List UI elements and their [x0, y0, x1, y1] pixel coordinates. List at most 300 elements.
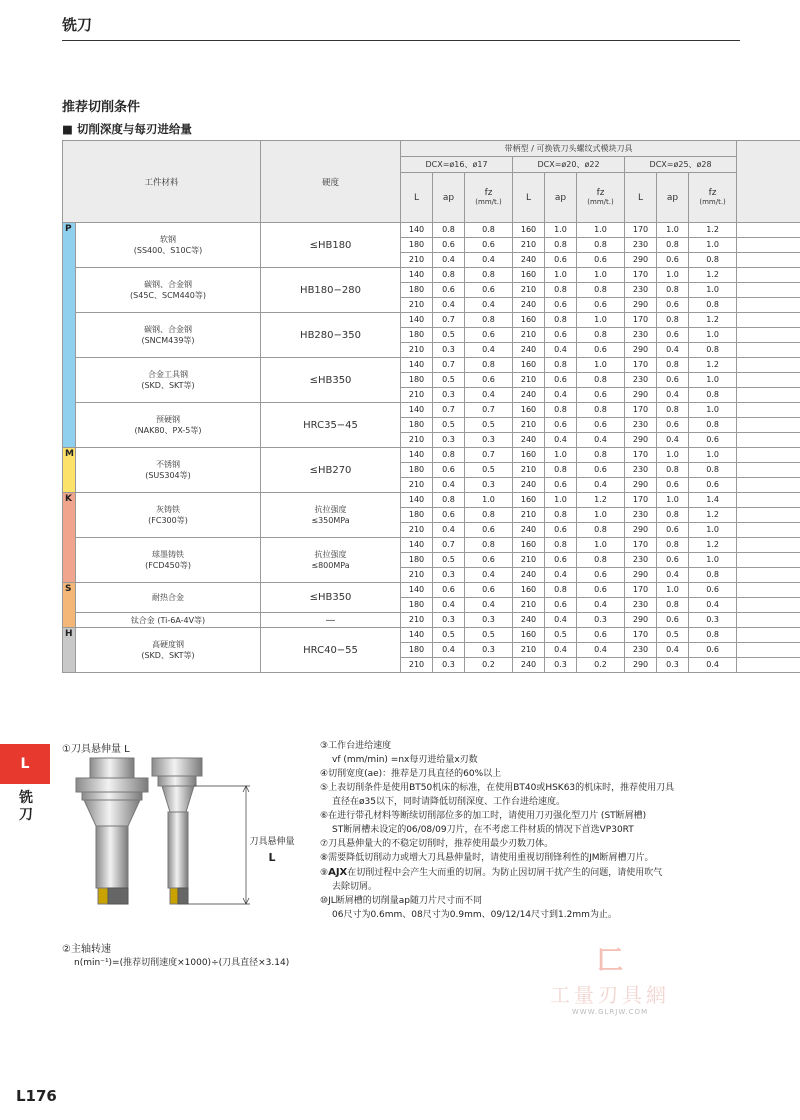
table-cell: 0.3	[433, 613, 465, 628]
table-cell: 210	[513, 553, 545, 568]
table-cell: 0.5	[465, 463, 513, 478]
table-cell: 170	[625, 223, 657, 238]
note-9-product: AJX	[328, 867, 348, 878]
right-insert	[170, 888, 178, 904]
left-holder-taper	[90, 758, 134, 778]
table-cell: 0.3	[577, 613, 625, 628]
table-cell-empty	[737, 388, 800, 403]
table-cell: 0.5	[657, 628, 689, 643]
table-cell: 230	[625, 553, 657, 568]
section-tab-L[interactable]: L	[0, 744, 50, 784]
table-cell: 0.6	[465, 328, 513, 343]
watermark-url: WWW.GLRJW.COM	[571, 1008, 649, 1016]
table-cell: 160	[513, 268, 545, 283]
note-9-line-2: 去除切屑。	[332, 882, 378, 892]
table-cell: 210	[401, 523, 433, 538]
table-cell: 1.0	[689, 283, 737, 298]
table-cell: 0.6	[545, 373, 577, 388]
material-cell	[76, 493, 261, 538]
right-holder-taper	[152, 758, 202, 776]
table-cell: 1.0	[577, 223, 625, 238]
table-cell: 0.7	[433, 313, 465, 328]
header-fz-label: fz	[708, 187, 717, 198]
table-cell: 0.4	[545, 568, 577, 583]
table-cell: 160	[513, 628, 545, 643]
table-cell: 0.8	[545, 463, 577, 478]
table-cell: 0.6	[657, 298, 689, 313]
table-cell: 1.2	[689, 268, 737, 283]
tool-overhang-illustration	[62, 756, 252, 916]
table-cell: 0.6	[577, 343, 625, 358]
table-cell: 0.8	[433, 268, 465, 283]
left-holder-collar	[82, 792, 142, 800]
table-cell-empty	[737, 613, 800, 628]
header-dcx-1: DCX=ø16、ø17	[401, 157, 513, 173]
header-material: 工件材料	[63, 141, 261, 223]
table-cell: 0.6	[657, 418, 689, 433]
material-cell	[76, 223, 261, 268]
table-cell: 0.4	[545, 643, 577, 658]
table-row	[63, 583, 800, 598]
note-3-formula: vf (mm/min) =nx每刃进给量x刃数	[332, 755, 478, 765]
material-cell	[76, 628, 261, 673]
table-cell: 170	[625, 628, 657, 643]
table-cell: 240	[513, 343, 545, 358]
table-cell: 210	[401, 343, 433, 358]
table-cell: 0.3	[465, 478, 513, 493]
table-cell: 1.0	[465, 493, 513, 508]
table-cell: 140	[401, 493, 433, 508]
material-name: 钛合金 (Ti-6A-4V等)	[130, 615, 206, 625]
table-cell: 140	[401, 268, 433, 283]
table-cell: 0.7	[433, 358, 465, 373]
table-cell: 0.6	[657, 523, 689, 538]
header-ap: ap	[657, 173, 689, 223]
table-cell: 0.8	[465, 268, 513, 283]
table-cell-empty	[737, 298, 800, 313]
table-cell: 1.0	[545, 448, 577, 463]
table-row	[63, 448, 800, 463]
page-header-title: 铣刀	[62, 16, 93, 34]
table-cell: 0.6	[433, 508, 465, 523]
hardness-value: HB280−350	[300, 329, 361, 341]
table-cell: 290	[625, 388, 657, 403]
table-cell: 140	[401, 628, 433, 643]
table-cell: 140	[401, 313, 433, 328]
table-cell: 0.6	[465, 553, 513, 568]
header-fz	[465, 173, 513, 223]
table-cell: 0.2	[465, 658, 513, 673]
section-tab-label: 铣刀	[19, 790, 33, 823]
header-fz-label: fz	[596, 187, 605, 198]
header-dcx-2: DCX=ø20、ø22	[513, 157, 625, 173]
material-cell	[76, 613, 261, 628]
left-insert	[98, 888, 108, 904]
table-cell: 0.6	[465, 583, 513, 598]
table-cell: 0.4	[465, 253, 513, 268]
category-code-k: K	[63, 493, 76, 583]
table-cell-empty	[737, 463, 800, 478]
table-row	[63, 613, 800, 628]
table-cell: 180	[401, 643, 433, 658]
table-cell-empty	[737, 598, 800, 613]
table-cell: 170	[625, 493, 657, 508]
table-cell: 0.6	[465, 283, 513, 298]
hardness-cell	[261, 538, 401, 583]
table-cell: 0.6	[545, 553, 577, 568]
table-cell: 290	[625, 298, 657, 313]
table-cell-empty	[737, 508, 800, 523]
hardness-value: —	[325, 614, 336, 626]
table-cell: 180	[401, 283, 433, 298]
table-cell: 230	[625, 598, 657, 613]
table-cell: 0.8	[657, 358, 689, 373]
table-cell: 160	[513, 358, 545, 373]
table-cell-empty	[737, 403, 800, 418]
table-cell: 0.5	[433, 418, 465, 433]
table-cell: 0.4	[689, 598, 737, 613]
table-cell: 230	[625, 508, 657, 523]
table-cell: 1.0	[657, 268, 689, 283]
table-cell: 240	[513, 568, 545, 583]
table-cell: 210	[513, 328, 545, 343]
table-cell: 1.0	[689, 448, 737, 463]
material-example: (S45C、SCM440等)	[130, 291, 206, 300]
table-cell: 0.5	[465, 628, 513, 643]
material-example: (FC300等)	[148, 516, 188, 525]
table-cell: 0.4	[465, 568, 513, 583]
table-cell-empty	[737, 628, 800, 643]
table-cell: 1.2	[689, 313, 737, 328]
table-cell: 0.6	[433, 283, 465, 298]
header-dcx-3: DCX=ø25、ø28	[625, 157, 737, 173]
category-code-m: M	[63, 448, 76, 493]
table-cell: 0.6	[545, 418, 577, 433]
header-hardness: 硬度	[261, 141, 401, 223]
left-tool-tip	[108, 888, 128, 904]
table-cell: 210	[513, 373, 545, 388]
header-fz-unit: (mm/t.)	[587, 197, 614, 206]
header-divider	[62, 40, 740, 41]
table-cell: 210	[401, 253, 433, 268]
table-cell: 0.8	[657, 403, 689, 418]
material-name: 耐热合金	[152, 593, 184, 602]
table-cell-empty	[737, 658, 800, 673]
table-cell: 240	[513, 523, 545, 538]
note-8: ⑧需要降低切削动力或增大刀具悬伸量时，请使用重视切削锋利性的JM断屑槽刀片。	[320, 853, 654, 863]
table-cell: 180	[401, 553, 433, 568]
table-cell: 230	[625, 283, 657, 298]
header-ap: ap	[433, 173, 465, 223]
right-holder-cone	[162, 786, 194, 812]
table-cell: 0.8	[657, 508, 689, 523]
table-cell: 1.0	[577, 538, 625, 553]
table-cell: 1.0	[689, 328, 737, 343]
table-cell: 290	[625, 523, 657, 538]
table-cell: 1.0	[577, 268, 625, 283]
table-cell: 240	[513, 298, 545, 313]
table-cell: 210	[513, 508, 545, 523]
hardness-value: ≤HB270	[309, 464, 352, 476]
table-cell: 0.6	[689, 643, 737, 658]
table-cell: 210	[401, 478, 433, 493]
hardness-cell	[261, 448, 401, 493]
table-cell: 180	[401, 598, 433, 613]
table-cell: 180	[401, 508, 433, 523]
hardness-cell	[261, 403, 401, 448]
table-cell-empty	[737, 523, 800, 538]
table-cell: 0.6	[689, 433, 737, 448]
hardness-cell	[261, 223, 401, 268]
table-cell: 0.3	[433, 433, 465, 448]
table-cell: 0.6	[545, 328, 577, 343]
table-cell: 0.6	[657, 478, 689, 493]
table-cell-empty	[737, 373, 800, 388]
table-cell: 0.6	[465, 238, 513, 253]
table-cell: 0.4	[433, 298, 465, 313]
hardness-cell	[261, 313, 401, 358]
table-cell: 0.8	[689, 628, 737, 643]
table-cell: 0.4	[433, 478, 465, 493]
table-cell: 0.8	[545, 238, 577, 253]
table-cell: 240	[513, 658, 545, 673]
material-example: (NAK80、PX-5等)	[134, 426, 202, 435]
table-cell: 0.5	[465, 418, 513, 433]
table-cell: 210	[401, 613, 433, 628]
hardness-cell	[261, 628, 401, 673]
table-cell: 0.8	[689, 253, 737, 268]
table-cell: 1.0	[657, 223, 689, 238]
table-cell: 210	[401, 298, 433, 313]
table-cell-empty	[737, 568, 800, 583]
material-name: 碳钢、合金钢	[144, 325, 192, 334]
table-cell: 0.4	[577, 478, 625, 493]
table-cell: 230	[625, 328, 657, 343]
table-cell: 0.3	[433, 388, 465, 403]
table-cell: 1.0	[577, 358, 625, 373]
page-number: L176	[16, 1087, 57, 1105]
table-cell: 240	[513, 388, 545, 403]
table-cell: 180	[401, 328, 433, 343]
table-cell: 160	[513, 403, 545, 418]
table-cell: 0.8	[545, 358, 577, 373]
table-cell: 0.4	[689, 658, 737, 673]
table-cell: 210	[513, 463, 545, 478]
table-cell: 170	[625, 268, 657, 283]
note-6-line-1: ⑥在进行带孔材料等断续切削部位多的加工时，请使用刀刃强化型刀片 (ST断屑槽)	[320, 811, 647, 821]
table-cell: 0.8	[577, 328, 625, 343]
table-cell: 290	[625, 568, 657, 583]
table-row	[63, 628, 800, 643]
hardness-value: ≤HB350	[309, 592, 352, 603]
table-cell: 210	[401, 658, 433, 673]
hardness-value: 抗拉强度	[314, 505, 347, 514]
table-cell: 0.6	[433, 463, 465, 478]
hardness-limit: ≤800MPa	[311, 561, 350, 570]
note-10-line-2: 06尺寸为0.6mm、08尺寸为0.9mm、09/12/14尺寸到1.2mm为止。	[332, 910, 617, 920]
material-name: 预硬钢	[156, 415, 180, 424]
table-cell: 0.8	[433, 223, 465, 238]
material-cell	[76, 538, 261, 583]
table-cell: 290	[625, 343, 657, 358]
table-cell: 0.4	[657, 388, 689, 403]
table-cell: 0.6	[577, 583, 625, 598]
watermark	[540, 940, 680, 1016]
material-name: 不锈钢	[156, 460, 180, 469]
watermark-text: 工量刃具網	[550, 983, 670, 1007]
material-cell	[76, 313, 261, 358]
table-cell: 0.8	[689, 568, 737, 583]
table-cell: 1.2	[689, 223, 737, 238]
table-cell: 0.4	[433, 598, 465, 613]
table-cell: 0.3	[433, 658, 465, 673]
note-2-formula: n(min⁻¹)=(推荐切削速度×1000)÷(刀具直径×3.14)	[74, 958, 290, 968]
table-cell: 0.8	[689, 298, 737, 313]
table-cell: 0.8	[545, 538, 577, 553]
note-9-text: 在切削过程中会产生大而重的切屑。为防止因切屑干扰产生的问题，请使用吹气	[347, 868, 663, 878]
left-tool-body	[96, 826, 128, 888]
table-cell: 0.8	[433, 448, 465, 463]
material-example: (SUS304等)	[145, 471, 191, 480]
table-cell: 0.6	[545, 523, 577, 538]
table-cell: 0.6	[465, 373, 513, 388]
table-cell-empty	[737, 448, 800, 463]
tool-overhang-L: L	[268, 851, 276, 864]
material-cell	[76, 268, 261, 313]
table-cell: 0.4	[465, 388, 513, 403]
table-cell: 170	[625, 538, 657, 553]
table-cell: 210	[513, 283, 545, 298]
table-cell: 210	[513, 418, 545, 433]
table-row	[63, 538, 800, 553]
table-cell: 0.6	[657, 553, 689, 568]
table-row	[63, 313, 800, 328]
note-9-line-1	[320, 866, 740, 880]
table-cell: 0.6	[657, 253, 689, 268]
right-holder-neck	[158, 776, 196, 786]
table-cell: 1.0	[657, 448, 689, 463]
table-row	[63, 358, 800, 373]
table-cell: 0.4	[433, 523, 465, 538]
table-cell: 0.8	[577, 373, 625, 388]
table-cell: 0.3	[689, 613, 737, 628]
material-name: 灰铸铁	[156, 505, 180, 514]
material-name: 碳钢、合金钢	[144, 280, 192, 289]
table-cell: 0.8	[577, 448, 625, 463]
header-fz-label: fz	[484, 187, 493, 198]
table-cell: 210	[401, 568, 433, 583]
table-cell: 0.8	[657, 463, 689, 478]
material-name: 高硬度钢	[152, 640, 184, 649]
table-cell: 1.2	[689, 538, 737, 553]
table-cell: 140	[401, 358, 433, 373]
material-cell	[76, 358, 261, 403]
material-cell	[76, 403, 261, 448]
table-cell: 0.6	[577, 388, 625, 403]
table-cell-empty	[737, 268, 800, 283]
note-4: ④切削宽度(ae)：推荐是刀具直径的60%以上	[320, 769, 502, 779]
table-row	[63, 223, 800, 238]
table-cell: 0.6	[657, 373, 689, 388]
material-name: 合金工具钢	[148, 370, 188, 379]
table-cell: 160	[513, 313, 545, 328]
table-cell: 0.4	[657, 568, 689, 583]
table-cell: 0.8	[689, 343, 737, 358]
material-example: (SKD、SKT等)	[141, 381, 195, 390]
table-cell: 290	[625, 433, 657, 448]
table-cell: 140	[401, 538, 433, 553]
table-cell: 0.6	[577, 253, 625, 268]
material-name: 软钢	[160, 235, 176, 244]
table-cell: 0.6	[577, 463, 625, 478]
header-fz-unit: (mm/t.)	[699, 197, 726, 206]
table-cell: 0.5	[433, 373, 465, 388]
table-cell-empty	[737, 583, 800, 598]
hardness-cell	[261, 268, 401, 313]
category-code-h: H	[63, 628, 76, 673]
table-cell: 0.8	[433, 493, 465, 508]
table-cell: 230	[625, 643, 657, 658]
table-cell: 0.3	[465, 643, 513, 658]
table-cell-empty	[737, 238, 800, 253]
table-cell: 0.8	[577, 553, 625, 568]
table-cell: 0.4	[577, 643, 625, 658]
header-L: L	[513, 173, 545, 223]
table-cell: 0.7	[433, 403, 465, 418]
table-cell: 1.0	[545, 223, 577, 238]
table-cell: 0.5	[433, 553, 465, 568]
table-cell: 0.6	[657, 328, 689, 343]
table-cell: 0.4	[657, 343, 689, 358]
table-cell: 140	[401, 448, 433, 463]
table-cell: 0.3	[465, 433, 513, 448]
table-cell: 0.4	[545, 343, 577, 358]
note-7: ⑦刀具悬伸量大的不稳定切削时，推荐使用最少刃数刀体。	[320, 839, 554, 849]
note-1-title: ①刀具悬伸量 L	[62, 744, 130, 755]
table-cell: 0.4	[465, 298, 513, 313]
table-cell: 0.8	[545, 283, 577, 298]
hardness-value: 抗拉强度	[314, 550, 347, 559]
table-cell: 0.8	[577, 403, 625, 418]
table-cell: 0.3	[657, 658, 689, 673]
table-cell-empty	[737, 538, 800, 553]
table-cell: 0.7	[465, 403, 513, 418]
left-holder-cone	[84, 800, 140, 826]
table-cell: 0.6	[545, 253, 577, 268]
table-cell: 240	[513, 613, 545, 628]
table-cell: 1.0	[689, 238, 737, 253]
material-example: (FCD450等)	[145, 561, 191, 570]
hardness-value: HRC40−55	[303, 644, 358, 656]
table-cell: 1.0	[689, 373, 737, 388]
table-cell: 0.4	[433, 253, 465, 268]
watermark-logo-icon: 匚	[596, 946, 623, 976]
table-cell: 210	[513, 643, 545, 658]
note-6-line-2: ST断屑槽未设定的06/08/09刀片，在不考虑工件材质的情况下首选VP30RT	[332, 825, 634, 835]
table-cell: 0.8	[465, 223, 513, 238]
table-cell: 1.2	[689, 358, 737, 373]
table-cell: 210	[513, 238, 545, 253]
table-cell: 1.0	[689, 403, 737, 418]
category-code-s: S	[63, 583, 76, 628]
table-cell: 290	[625, 613, 657, 628]
table-cell: 180	[401, 463, 433, 478]
hardness-limit: ≤350MPa	[311, 516, 350, 525]
material-name: 球墨铸铁	[152, 550, 184, 559]
table-cell: 160	[513, 493, 545, 508]
table-cell: 210	[513, 598, 545, 613]
table-cell-empty	[737, 313, 800, 328]
